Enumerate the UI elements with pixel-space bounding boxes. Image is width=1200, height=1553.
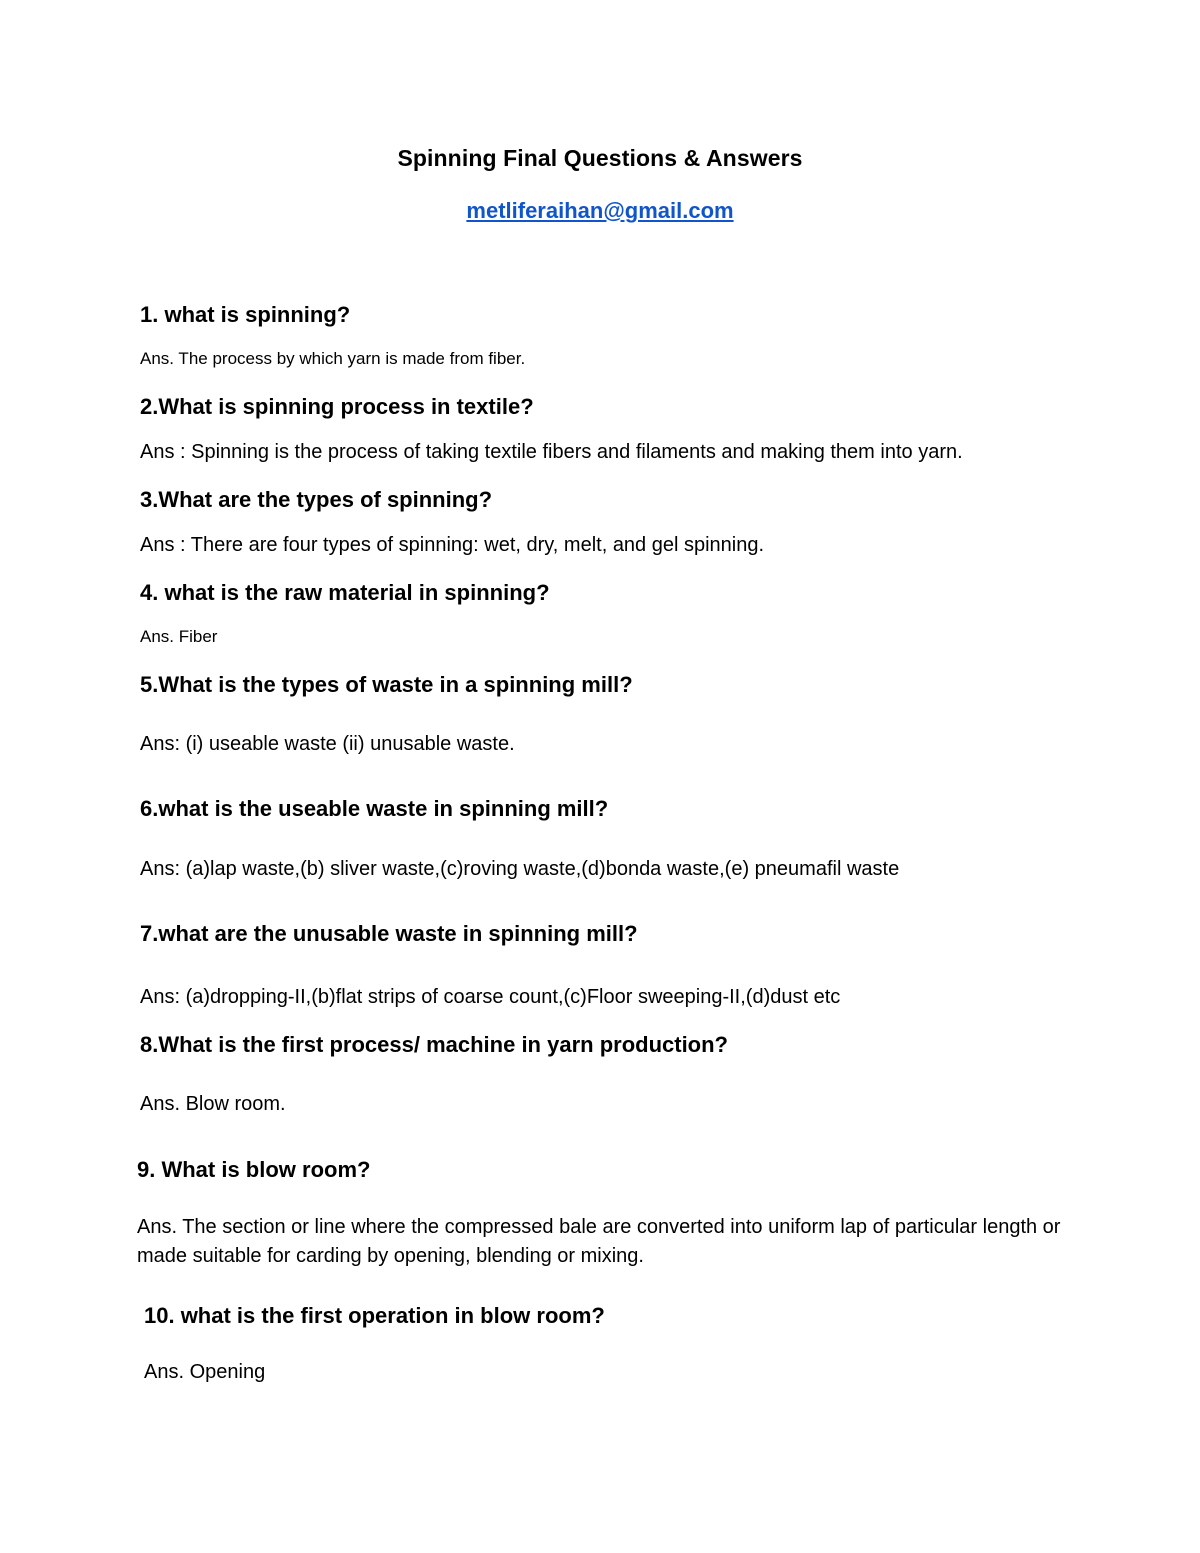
question-6: 6.what is the useable waste in spinning mill? — [140, 796, 609, 821]
question-10: 10. what is the first operation in blow room? — [144, 1303, 605, 1328]
answer-10: Ans. Opening — [144, 1361, 266, 1383]
answer-2: Ans : Spinning is the process of taking textile fibers and filaments and making them into yarn. — [140, 441, 963, 463]
document-title: Spinning Final Questions & Answers — [397, 145, 803, 171]
question-1: 1. what is spinning? — [140, 302, 351, 327]
answer-9: Ans. The section or line where the compressed bale are converted into uniform lap of particular length or made suitable for carding by opening, blending or mixing. — [137, 1216, 1061, 1267]
question-2: 2.What is spinning process in textile? — [140, 394, 534, 419]
answer-4: Ans. Fiber — [140, 627, 218, 646]
question-9: 9. What is blow room? — [137, 1157, 371, 1182]
question-5: 5.What is the types of waste in a spinning mill? — [140, 672, 633, 697]
answer-3: Ans : There are four types of spinning: wet, dry, melt, and gel spinning. — [140, 534, 765, 556]
question-4: 4. what is the raw material in spinning? — [140, 580, 550, 605]
email-link-wrapper — [0, 198, 1200, 224]
answer-7: Ans: (a)dropping-II,(b)flat strips of coarse count,(c)Floor sweeping-II,(d)dust etc — [140, 986, 841, 1008]
answer-8: Ans. Blow room. — [140, 1093, 286, 1115]
email-link[interactable]: metliferaihan@gmail.com — [466, 198, 734, 223]
answer-5: Ans: (i) useable waste (ii) unusable waste. — [140, 733, 515, 755]
question-8: 8.What is the first process/ machine in yarn production? — [140, 1032, 728, 1057]
answer-6: Ans: (a)lap waste,(b) sliver waste,(c)roving waste,(d)bonda waste,(e) pneumafil waste — [140, 858, 900, 880]
question-7: 7.what are the unusable waste in spinning mill? — [140, 921, 638, 946]
question-3: 3.What are the types of spinning? — [140, 487, 493, 512]
answer-1: Ans. The process by which yarn is made from fiber. — [140, 349, 526, 368]
